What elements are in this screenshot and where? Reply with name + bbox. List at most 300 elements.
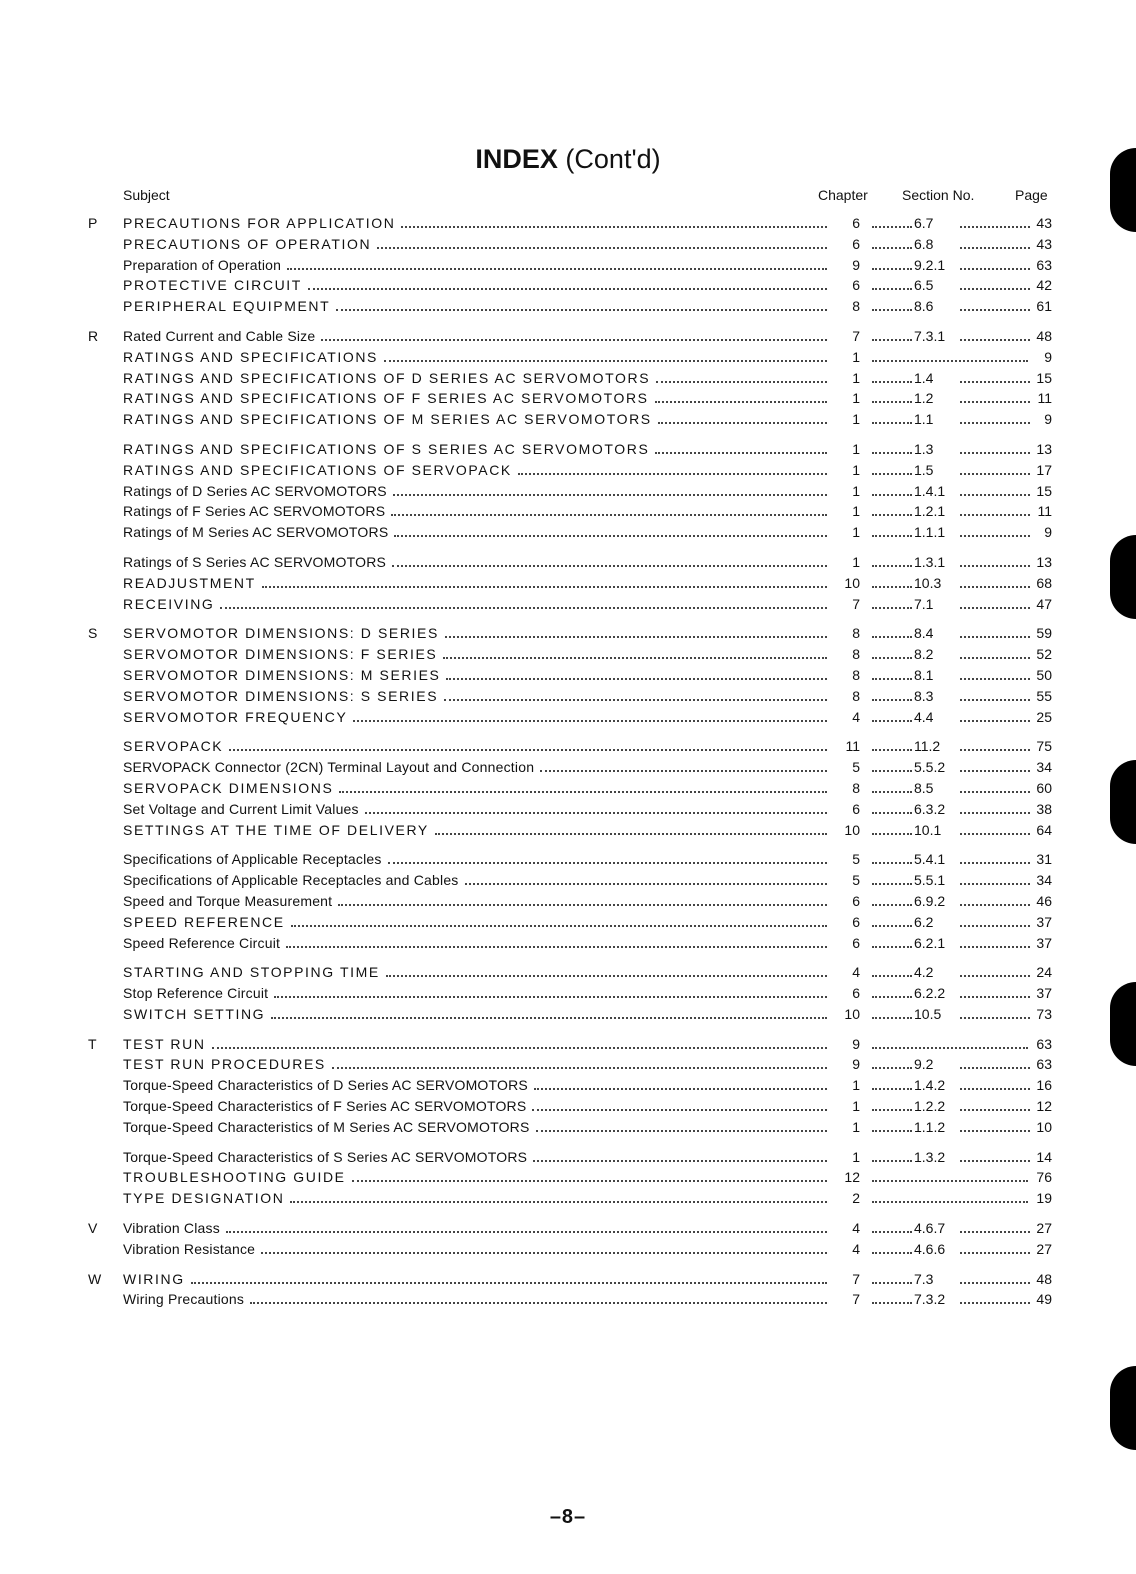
dot-leader	[960, 665, 1030, 680]
entry-page: 43	[1036, 235, 1052, 252]
index-entry	[0, 439, 1136, 460]
index-entry	[0, 255, 1136, 276]
index-entry	[0, 891, 1136, 912]
entry-subject: PERIPHERAL EQUIPMENT	[123, 296, 334, 317]
entry-section: 10.1	[914, 821, 942, 838]
entry-chapter: 1	[852, 440, 860, 457]
dot-leader	[401, 213, 827, 228]
entry-chapter: 6	[852, 934, 860, 951]
entry-page: 11	[1037, 390, 1052, 407]
entry-chapter: 6	[852, 892, 860, 909]
entry-chapter: 5	[852, 872, 860, 889]
dot-leader	[960, 707, 1030, 722]
entry-chapter: 8	[852, 687, 860, 704]
entry-section: 7.3	[914, 1270, 934, 1287]
entry-chapter: 4	[852, 1240, 860, 1257]
index-entry	[0, 388, 1136, 409]
entry-subject: RATINGS AND SPECIFICATIONS OF S SERIES AC SERVOMOTORS	[123, 439, 653, 460]
dot-leader	[872, 388, 912, 403]
dot-leader	[658, 409, 827, 424]
entry-section: 1.3	[914, 440, 934, 457]
index-entry	[0, 368, 1136, 389]
dot-leader	[220, 594, 827, 609]
dot-leader	[960, 1289, 1030, 1304]
index-entry	[0, 665, 1136, 686]
dot-leader	[960, 1096, 1030, 1111]
entry-chapter: 4	[852, 964, 860, 981]
binder-hole-mark	[1110, 1366, 1136, 1450]
entry-section: 6.3.2	[914, 800, 946, 817]
dot-leader	[960, 1269, 1030, 1284]
entry-subject-leader	[123, 296, 829, 317]
index-entry	[0, 962, 1136, 983]
dot-leader	[336, 296, 827, 311]
entry-chapter: 6	[852, 277, 860, 294]
entry-subject: Vibration Resistance	[123, 1239, 259, 1260]
dot-leader	[377, 234, 827, 249]
dot-leader	[287, 255, 827, 270]
entry-subject: RATINGS AND SPECIFICATIONS	[123, 347, 382, 368]
entry-page: 25	[1036, 708, 1052, 725]
dot-leader	[191, 1269, 827, 1284]
entry-chapter: 7	[852, 595, 860, 612]
dot-leader	[443, 644, 827, 659]
entry-chapter: 1	[852, 553, 860, 570]
index-group	[0, 1269, 1136, 1311]
entry-chapter: 1	[852, 503, 860, 520]
dot-leader	[872, 644, 912, 659]
dot-leader	[872, 707, 912, 722]
entry-section: 7.1	[914, 595, 934, 612]
entry-chapter: 2	[852, 1190, 860, 1207]
entry-chapter: 4	[852, 708, 860, 725]
entry-page: 48	[1036, 1270, 1052, 1287]
dot-leader	[960, 1004, 1030, 1019]
entry-section: 10.5	[914, 1005, 942, 1022]
dot-leader	[872, 1188, 1028, 1203]
entry-section: 7.3.1	[914, 327, 946, 344]
index-entry	[0, 707, 1136, 728]
dot-leader	[960, 962, 1030, 977]
entry-subject: Torque-Speed Characteristics of F Series AC SERVOMOTORS	[123, 1096, 530, 1117]
entry-page: 10	[1036, 1118, 1052, 1135]
dot-leader	[872, 1004, 912, 1019]
index-entry	[0, 799, 1136, 820]
entry-chapter: 1	[852, 482, 860, 499]
dot-leader	[872, 594, 912, 609]
index-letter: P	[88, 215, 98, 231]
dot-leader	[960, 573, 1030, 588]
entry-subject-leader	[123, 933, 829, 954]
entry-subject-leader	[123, 799, 829, 820]
entry-section: 1.3.2	[914, 1148, 946, 1165]
dot-leader	[872, 849, 912, 864]
entry-chapter: 6	[852, 913, 860, 930]
entry-subject: WIRING	[123, 1269, 189, 1290]
entry-subject-leader	[123, 481, 829, 502]
dot-leader	[872, 1054, 912, 1069]
dot-leader	[960, 213, 1030, 228]
entry-section: 1.5	[914, 461, 934, 478]
entry-subject-leader	[123, 962, 829, 983]
index-entry	[0, 933, 1136, 954]
entry-subject: Stop Reference Circuit	[123, 983, 272, 1004]
entry-section: 8.2	[914, 646, 934, 663]
dot-leader	[872, 573, 912, 588]
index-entry	[0, 736, 1136, 757]
entry-subject-leader	[123, 368, 829, 389]
dot-leader	[518, 460, 827, 475]
dot-leader	[872, 665, 912, 680]
entry-page: 17	[1036, 461, 1052, 478]
index-group	[0, 326, 1136, 614]
entry-chapter: 8	[852, 646, 860, 663]
entry-subject-leader	[123, 522, 829, 543]
entry-section: 1.4	[914, 369, 934, 386]
index-entry	[0, 1218, 1136, 1239]
dot-leader	[872, 1167, 1028, 1182]
entry-subject: PRECAUTIONS OF OPERATION	[123, 234, 375, 255]
dot-leader	[960, 1239, 1030, 1254]
entry-subject: Specifications of Applicable Receptacles	[123, 849, 386, 870]
dot-leader	[261, 1239, 827, 1254]
entry-chapter: 9	[852, 1035, 860, 1052]
dot-leader	[321, 326, 827, 341]
dot-leader	[274, 983, 827, 998]
entry-section: 1.4.2	[914, 1077, 946, 1094]
entry-section: 5.5.1	[914, 872, 946, 889]
dot-leader	[872, 983, 912, 998]
entry-subject-leader	[123, 275, 829, 296]
dot-leader	[872, 552, 912, 567]
index-entry	[0, 1147, 1136, 1168]
index-entry	[0, 296, 1136, 317]
entry-chapter: 1	[852, 348, 860, 365]
entry-page: 48	[1036, 327, 1052, 344]
entry-section: 8.5	[914, 779, 934, 796]
entry-section: 6.8	[914, 235, 934, 252]
entry-section: 1.3.1	[914, 553, 946, 570]
entry-subject: RECEIVING	[123, 594, 218, 615]
index-entry	[0, 460, 1136, 481]
dot-leader	[872, 912, 912, 927]
entry-subject-leader	[123, 388, 829, 409]
entry-chapter: 10	[844, 821, 860, 838]
entry-page: 75	[1036, 738, 1052, 755]
dot-leader	[872, 409, 912, 424]
entry-subject: TEST RUN	[123, 1034, 210, 1055]
entry-section: 4.6.6	[914, 1240, 946, 1257]
dot-leader	[388, 849, 827, 864]
dot-leader	[960, 388, 1030, 403]
dot-leader	[872, 1096, 912, 1111]
dot-leader	[960, 757, 1030, 772]
entry-subject: RATINGS AND SPECIFICATIONS OF SERVOPACK	[123, 460, 516, 481]
dot-leader	[872, 1117, 912, 1132]
entry-page: 50	[1036, 666, 1052, 683]
dot-leader	[872, 870, 912, 885]
column-header-subject: Subject	[123, 187, 170, 203]
binder-hole-mark	[1110, 535, 1136, 619]
entry-page: 31	[1036, 851, 1052, 868]
entry-section: 7.3.2	[914, 1291, 946, 1308]
entry-page: 19	[1036, 1190, 1052, 1207]
entry-subject-leader	[123, 1054, 829, 1075]
page-title-main: INDEX	[475, 144, 558, 174]
entry-subject-leader	[123, 912, 829, 933]
entry-chapter: 1	[852, 369, 860, 386]
dot-leader	[392, 552, 827, 567]
entry-subject-leader	[123, 501, 829, 522]
entry-subject-leader	[123, 1188, 829, 1209]
index-entry	[0, 870, 1136, 891]
entry-subject: Rated Current and Cable Size	[123, 326, 319, 347]
dot-leader	[960, 1218, 1030, 1233]
entry-subject-leader	[123, 573, 829, 594]
index-entry	[0, 275, 1136, 296]
dot-leader	[960, 799, 1030, 814]
dot-leader	[872, 1218, 912, 1233]
index-entry	[0, 623, 1136, 644]
entry-chapter: 1	[852, 461, 860, 478]
column-header-page: Page	[1015, 187, 1048, 203]
entry-page: 59	[1036, 625, 1052, 642]
entry-subject-leader	[123, 552, 829, 573]
dot-leader	[872, 962, 912, 977]
column-header-section: Section No.	[902, 187, 975, 203]
entry-page: 63	[1036, 256, 1052, 273]
index-entry	[0, 757, 1136, 778]
entry-page: 15	[1036, 482, 1052, 499]
dot-leader	[332, 1054, 827, 1069]
dot-leader	[655, 388, 827, 403]
dot-leader	[960, 736, 1030, 751]
index-group	[0, 1218, 1136, 1260]
dot-leader	[229, 736, 827, 751]
index-entry	[0, 820, 1136, 841]
binder-hole-mark	[1110, 148, 1136, 232]
entry-page: 27	[1036, 1240, 1052, 1257]
entry-page: 34	[1036, 759, 1052, 776]
entry-subject: SETTINGS AT THE TIME OF DELIVERY	[123, 820, 433, 841]
entry-chapter: 8	[852, 666, 860, 683]
dot-leader	[872, 522, 912, 537]
dot-leader	[960, 849, 1030, 864]
dot-leader	[872, 347, 1028, 362]
entry-page: 61	[1036, 298, 1052, 315]
dot-leader	[533, 1147, 827, 1162]
entry-subject-leader	[123, 686, 829, 707]
dot-leader	[394, 522, 827, 537]
index-entry	[0, 1096, 1136, 1117]
index-entry	[0, 552, 1136, 573]
entry-page: 9	[1044, 411, 1052, 428]
index-letter: T	[88, 1035, 97, 1052]
dot-leader	[262, 573, 827, 588]
entry-section: 6.7	[914, 215, 934, 231]
dot-leader	[960, 594, 1030, 609]
dot-leader	[872, 891, 912, 906]
entry-subject-leader	[123, 623, 829, 644]
dot-leader	[960, 870, 1030, 885]
entry-subject: SERVOPACK	[123, 736, 227, 757]
index-entry	[0, 849, 1136, 870]
entry-subject-leader	[123, 849, 829, 870]
dot-leader	[872, 820, 912, 835]
entry-page: 37	[1036, 934, 1052, 951]
index-entry	[0, 326, 1136, 347]
index-entries	[0, 213, 1136, 1310]
entry-subject: Ratings of F Series AC SERVOMOTORS	[123, 501, 389, 522]
entry-subject-leader	[123, 347, 829, 368]
entry-section: 4.2	[914, 964, 934, 981]
entry-subject: RATINGS AND SPECIFICATIONS OF F SERIES AC SERVOMOTORS	[123, 388, 653, 409]
entry-subject-leader	[123, 757, 829, 778]
entry-subject: RATINGS AND SPECIFICATIONS OF D SERIES AC SERVOMOTORS	[123, 368, 654, 389]
entry-subject: Torque-Speed Characteristics of D Series AC SERVOMOTORS	[123, 1075, 532, 1096]
index-entry	[0, 1075, 1136, 1096]
entry-chapter: 1	[852, 411, 860, 428]
index-entry	[0, 912, 1136, 933]
entry-subject: TEST RUN PROCEDURES	[123, 1054, 330, 1075]
entry-page: 27	[1036, 1220, 1052, 1237]
dot-leader	[872, 368, 912, 383]
entry-chapter: 1	[852, 1148, 860, 1165]
entry-subject: SERVOMOTOR DIMENSIONS: M SERIES	[123, 665, 444, 686]
dot-leader	[365, 799, 827, 814]
index-entry	[0, 573, 1136, 594]
entry-chapter: 10	[844, 574, 860, 591]
entry-subject-leader	[123, 665, 829, 686]
index-group	[0, 213, 1136, 317]
dot-leader	[960, 933, 1030, 948]
dot-leader	[960, 912, 1030, 927]
entry-subject-leader	[123, 1034, 829, 1055]
entry-chapter: 6	[852, 235, 860, 252]
dot-leader	[872, 255, 912, 270]
dot-leader	[384, 347, 827, 362]
dot-leader	[540, 757, 827, 772]
dot-leader	[391, 501, 827, 516]
entry-subject-leader	[123, 439, 829, 460]
dot-leader	[872, 623, 912, 638]
index-entry	[0, 594, 1136, 615]
entry-page: 11	[1037, 503, 1052, 520]
entry-page: 63	[1036, 1056, 1052, 1073]
dot-leader	[960, 552, 1030, 567]
dot-leader	[960, 1075, 1030, 1090]
entry-subject: SERVOMOTOR DIMENSIONS: S SERIES	[123, 686, 442, 707]
entry-subject: SPEED REFERENCE	[123, 912, 289, 933]
entry-subject-leader	[123, 820, 829, 841]
entry-subject-leader	[123, 234, 829, 255]
entry-subject: SWITCH SETTING	[123, 1004, 269, 1025]
binder-hole-mark	[1110, 982, 1136, 1066]
entry-page: 49	[1036, 1291, 1052, 1308]
entry-subject-leader	[123, 1147, 829, 1168]
dot-leader	[352, 1167, 827, 1182]
entry-page: 38	[1036, 800, 1052, 817]
binder-hole-mark	[1110, 760, 1136, 844]
dot-leader	[872, 1075, 912, 1090]
entry-section: 5.5.2	[914, 759, 946, 776]
entry-chapter: 8	[852, 779, 860, 796]
entry-section: 8.6	[914, 298, 934, 315]
entry-section: 1.1.2	[914, 1118, 946, 1135]
dot-leader	[960, 296, 1030, 311]
index-entry	[0, 778, 1136, 799]
dot-leader	[393, 481, 827, 496]
entry-section: 1.2.2	[914, 1098, 946, 1115]
dot-leader	[226, 1218, 827, 1233]
entry-page: 34	[1036, 872, 1052, 889]
entry-page: 42	[1036, 277, 1052, 294]
index-entry	[0, 1239, 1136, 1260]
entry-subject-leader	[123, 1218, 829, 1239]
entry-page: 12	[1036, 1098, 1052, 1115]
dot-leader	[286, 933, 827, 948]
dot-leader	[872, 757, 912, 772]
index-entry	[0, 409, 1136, 430]
entry-subject: STARTING AND STOPPING TIME	[123, 962, 384, 983]
entry-page: 55	[1036, 687, 1052, 704]
dot-leader	[872, 213, 912, 228]
dot-leader	[960, 439, 1030, 454]
index-letter: S	[88, 625, 98, 642]
dot-leader	[960, 983, 1030, 998]
entry-subject-leader	[123, 1239, 829, 1260]
dot-leader	[872, 501, 912, 516]
dot-leader	[872, 1289, 912, 1304]
dot-leader	[271, 1004, 827, 1019]
entry-chapter: 6	[852, 985, 860, 1002]
index-letter: R	[88, 327, 99, 344]
index-entry	[0, 1289, 1136, 1310]
entry-chapter: 10	[844, 1005, 860, 1022]
dot-leader	[872, 439, 912, 454]
entry-subject: Torque-Speed Characteristics of S Series AC SERVOMOTORS	[123, 1147, 531, 1168]
entry-subject: Ratings of S Series AC SERVOMOTORS	[123, 552, 390, 573]
entry-page: 43	[1036, 215, 1052, 231]
entry-chapter: 5	[852, 851, 860, 868]
index-letter: W	[88, 1270, 102, 1287]
index-entry	[0, 1034, 1136, 1055]
entry-subject-leader	[123, 1075, 829, 1096]
index-entry	[0, 501, 1136, 522]
entry-subject: PRECAUTIONS FOR APPLICATION	[123, 213, 399, 234]
dot-leader	[960, 481, 1030, 496]
entry-subject: TYPE DESIGNATION	[123, 1188, 288, 1209]
entry-chapter: 11	[845, 738, 860, 755]
entry-subject-leader	[123, 255, 829, 276]
entry-page: 9	[1044, 348, 1052, 365]
entry-chapter: 1	[852, 1098, 860, 1115]
index-entry	[0, 213, 1136, 234]
dot-leader	[872, 460, 912, 475]
index-entry	[0, 522, 1136, 543]
entry-subject: SERVOPACK DIMENSIONS	[123, 778, 337, 799]
entry-page: 76	[1036, 1169, 1052, 1186]
dot-leader	[386, 962, 827, 977]
entry-subject-leader	[123, 409, 829, 430]
dot-leader	[872, 481, 912, 496]
index-entry	[0, 1117, 1136, 1138]
dot-leader	[532, 1096, 827, 1111]
entry-page: 46	[1036, 892, 1052, 909]
entry-page: 68	[1036, 574, 1052, 591]
entry-section: 6.2	[914, 913, 934, 930]
dot-leader	[960, 623, 1030, 638]
